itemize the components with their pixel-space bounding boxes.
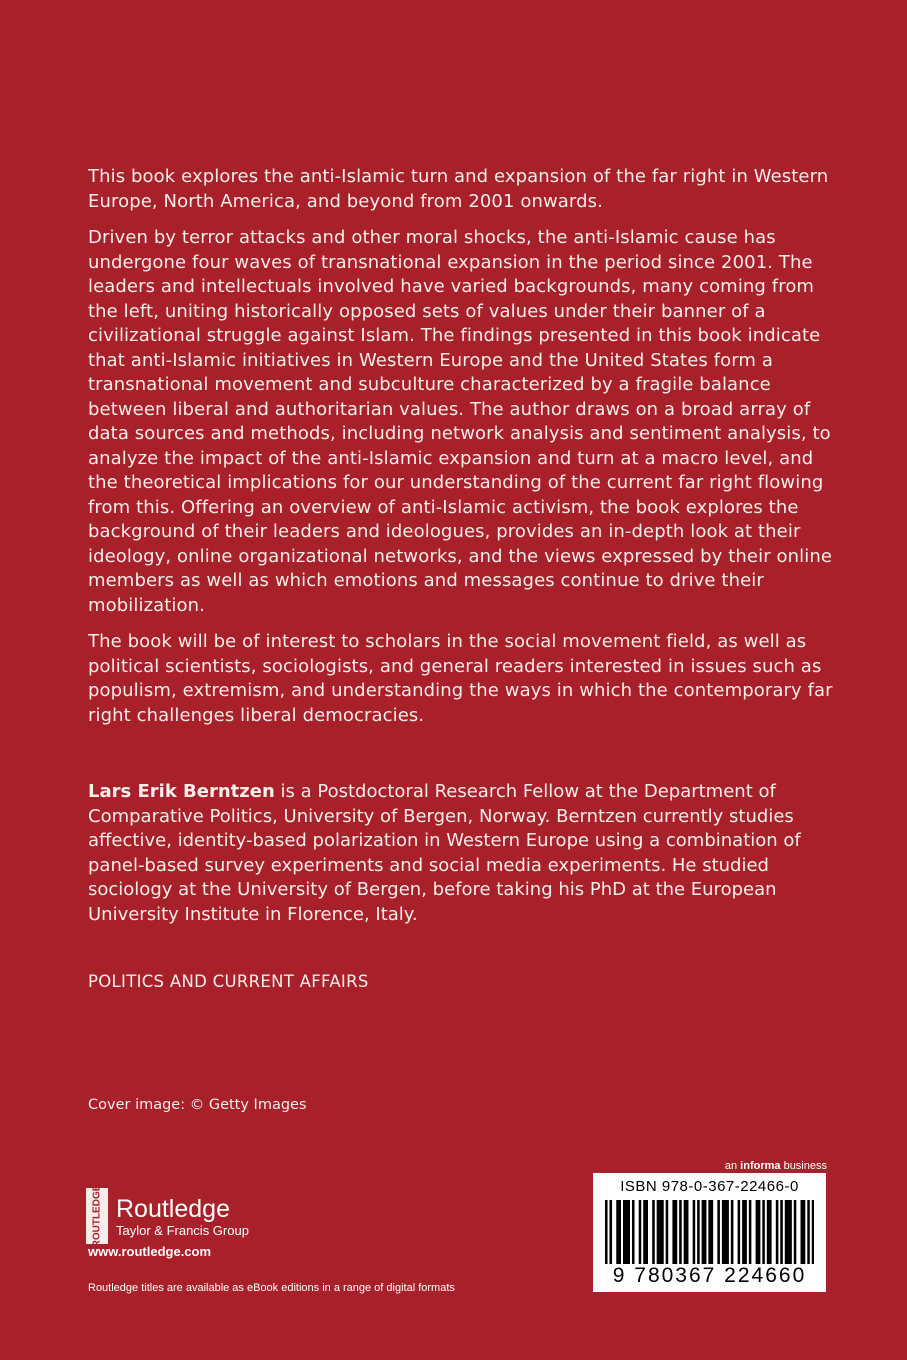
barcode-bar	[738, 1200, 741, 1264]
barcode-bar	[789, 1200, 792, 1264]
barcode-bar	[794, 1200, 797, 1264]
barcode-bar	[807, 1200, 810, 1264]
barcode-bar	[702, 1200, 705, 1264]
isbn-label: ISBN 978-0-367-22466-0	[620, 1178, 799, 1195]
barcode-bar	[684, 1200, 687, 1264]
barcode-bar	[812, 1200, 814, 1264]
barcode-bar	[661, 1200, 664, 1264]
barcode-bar	[623, 1200, 626, 1264]
author-bio	[88, 780, 833, 927]
barcode-bar	[672, 1200, 675, 1264]
author-name: Lars Erik Berntzen	[88, 781, 275, 802]
barcode-bar	[627, 1200, 630, 1264]
barcode-bar	[769, 1200, 772, 1264]
barcode-bars	[605, 1200, 814, 1264]
barcode-digits: 9 780367 224660	[612, 1264, 807, 1287]
barcode-bar	[616, 1200, 619, 1264]
barcode-bar	[801, 1200, 804, 1264]
barcode-bar	[659, 1200, 662, 1264]
barcode-bar	[749, 1200, 752, 1264]
informa-prefix: an	[724, 1160, 741, 1172]
routledge-logo	[86, 1184, 249, 1248]
barcode-bar	[742, 1200, 745, 1264]
subject-category: POLITICS AND CURRENT AFFAIRS	[88, 972, 369, 991]
barcode-bar	[731, 1200, 734, 1264]
publisher-group: Taylor & Francis Group	[116, 1222, 249, 1238]
informa-brand: informa	[740, 1160, 781, 1172]
publisher-name: Routledge	[116, 1194, 230, 1223]
blurb-paragraph-2: Driven by terror attacks and other moral shocks, the anti-Islamic cause has undergone four waves of transnational expansion in the period since 2001. The leaders and intellectuals involved have varied backgrounds, many coming from the left, uniting historically opposed sets of values under their banner of a civilizational struggle against Islam. The findings presented in this book indicate that anti-Islamic initiatives in Western Europe and the United States form a transnational movement and subculture characterized by a fragile balance between liberal and authoritarian values. The author draws on a broad array of data sources and methods, including network analysis and sentiment analysis, to analyze the impact of the anti-Islamic expansion and turn at a macro level, and the theoretical implications for our understanding of the current far right flowing from this. Offering an overview of anti-Islamic activism, the book explores the background of their leaders and ideologues, provides an in-depth look at their ideology, online organizational networks, and the views expressed by their online members as well as which emotions and messages continue to drive their mobilization.	[88, 227, 833, 616]
barcode-bar	[776, 1200, 779, 1264]
barcode-bar	[758, 1200, 761, 1264]
barcode-bar	[762, 1200, 765, 1264]
barcode-bar	[639, 1200, 642, 1264]
barcode-bar	[679, 1200, 682, 1264]
barcode-bar	[711, 1200, 714, 1264]
back-cover-blurb	[88, 165, 833, 740]
barcode-bar	[652, 1200, 655, 1264]
cover-image-credit: Cover image: © Getty Images	[88, 1097, 307, 1113]
informa-suffix: business	[780, 1160, 827, 1172]
barcode-bar	[744, 1200, 747, 1264]
barcode-bar	[787, 1200, 790, 1264]
barcode-bar	[675, 1200, 678, 1264]
routledge-logo-icon	[86, 1184, 108, 1248]
barcode-bar	[632, 1200, 635, 1264]
barcode-bar	[618, 1200, 621, 1264]
barcode-bar	[605, 1200, 608, 1264]
informa-business-tag	[725, 1160, 827, 1172]
barcode-bar	[767, 1200, 770, 1264]
barcode-bar	[625, 1200, 628, 1264]
blurb-paragraph-1: This book explores the anti-Islamic turn and expansion of the far right in Western Europe, North America, and beyond from 2001 onwards.	[88, 166, 829, 212]
barcode-bar	[645, 1200, 648, 1264]
barcode-bar	[722, 1200, 725, 1264]
isbn-barcode	[593, 1173, 826, 1292]
barcode-bar	[643, 1200, 646, 1264]
barcode-bar	[724, 1200, 727, 1264]
author-bio-text: is a Postdoctoral Research Fellow at the Department of Comparative Politics, University of Bergen, Norway. Berntzen currently studies affective, identity-based polarization in Western Europe using a combination of panel-based survey experiments and social media experiments. He studied sociology at the University of Bergen, before taking his PhD at the European University Institute in Florence, Italy.	[88, 781, 801, 925]
barcode-bar	[704, 1200, 707, 1264]
barcode-bar	[693, 1200, 696, 1264]
barcode-bar	[657, 1200, 660, 1264]
barcode-bar	[686, 1200, 689, 1264]
barcode-bar	[666, 1200, 669, 1264]
ebook-note: Routledge titles are available as eBook editions in a range of digital formats	[88, 1282, 455, 1294]
barcode-bar	[697, 1200, 700, 1264]
publisher-website: www.routledge.com	[88, 1244, 212, 1259]
barcode-bar	[785, 1200, 788, 1264]
barcode-bar	[726, 1200, 729, 1264]
barcode-bar	[717, 1200, 720, 1264]
barcode-bar	[780, 1200, 783, 1264]
barcode-bar	[756, 1200, 759, 1264]
barcode-bar	[708, 1200, 711, 1264]
barcode-bar	[609, 1200, 612, 1264]
barcode-bar	[803, 1200, 806, 1264]
logo-mark-text: ROUTLEDGE	[91, 1184, 103, 1248]
blurb-paragraph-3: The book will be of interest to scholars in the social movement field, as well as political scientists, sociologists, and general readers interested in issues such as populism, extremism, and understanding the ways in which the contemporary far right challenges liberal democracies.	[88, 631, 833, 726]
